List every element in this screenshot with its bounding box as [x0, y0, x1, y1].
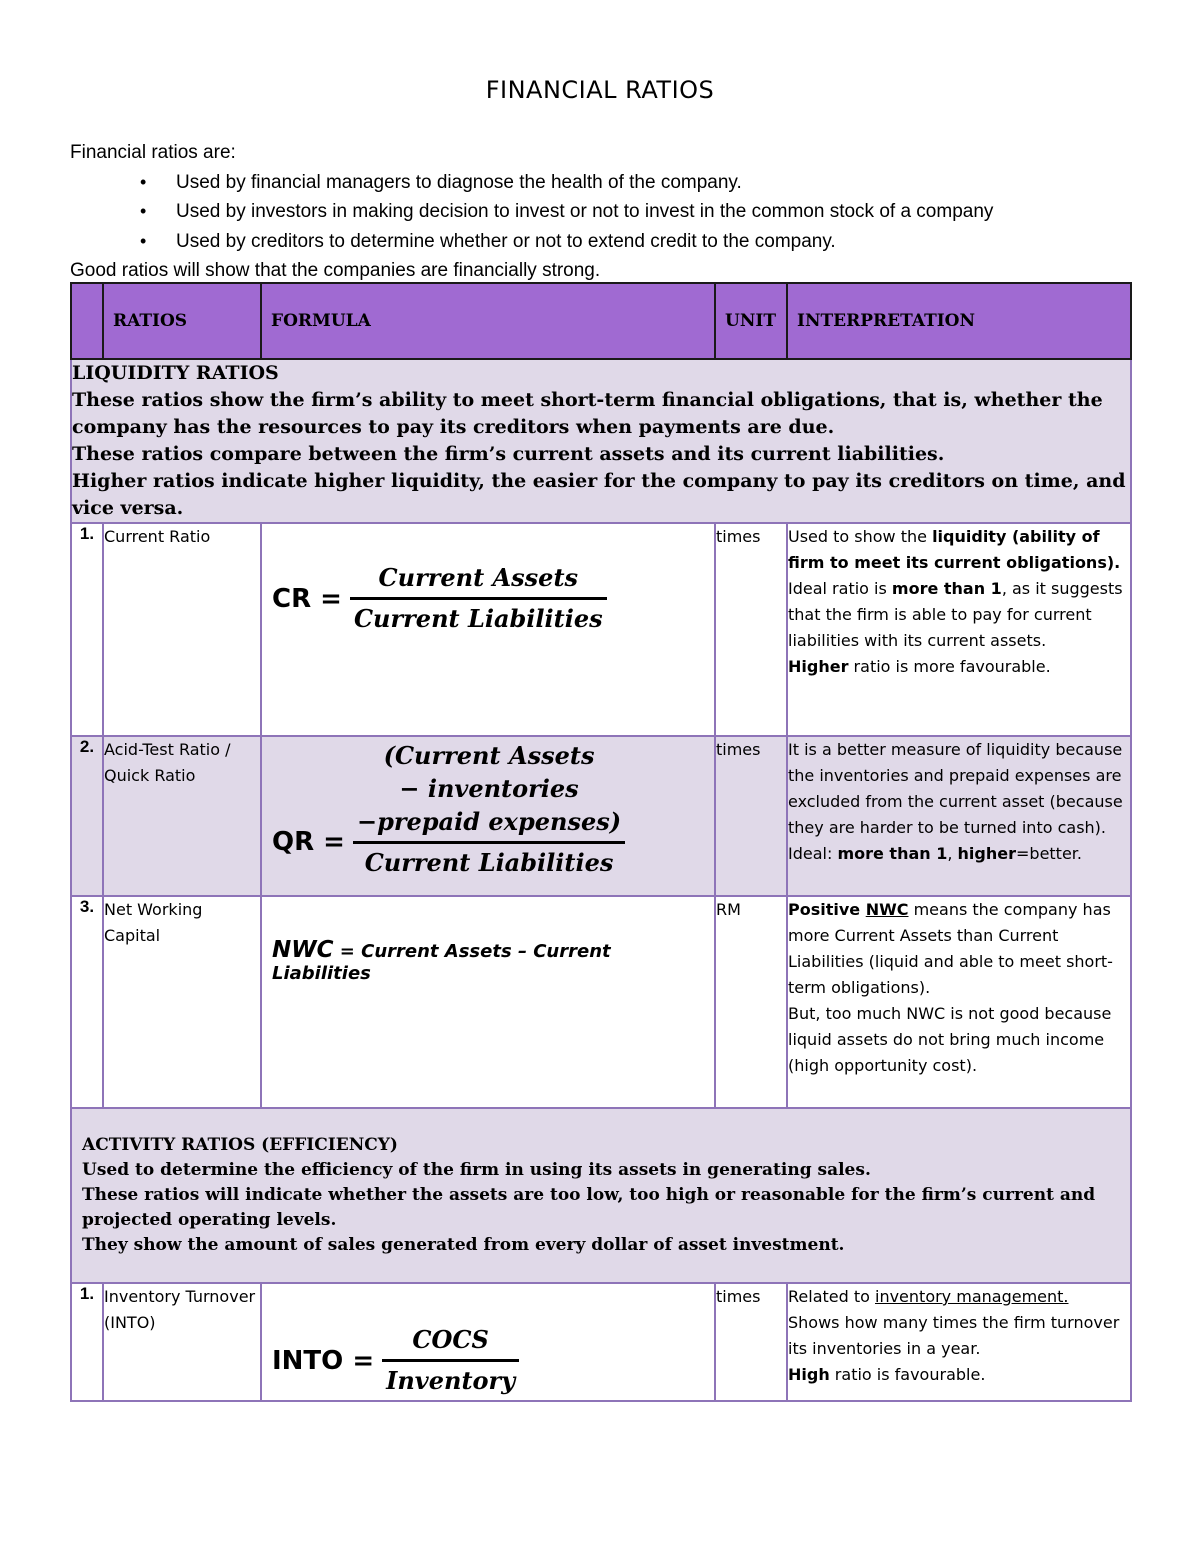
interp-bold: Higher	[788, 657, 849, 676]
interp-bold: Positive	[788, 900, 866, 919]
interp-underline: inventory management.	[875, 1287, 1069, 1306]
denominator: Current Liabilities	[353, 604, 603, 633]
interpretation	[787, 1283, 1131, 1401]
liquidity-section	[71, 359, 1131, 523]
interpretation	[787, 523, 1131, 736]
interp-bold: liquidity (ability of firm to meet its current obligations).	[788, 527, 1121, 572]
interpretation	[787, 896, 1131, 1108]
ratio-name: Acid-Test Ratio / Quick Ratio	[103, 736, 261, 896]
unit: times	[715, 736, 787, 896]
interp-text: But, too much NWC is not good because liquid assets do not bring much income (high opportunity cost).	[788, 1004, 1112, 1075]
interp-text: =better.	[1016, 844, 1082, 863]
section-line: Higher ratios indicate higher liquidity, the easier for the company to pay its creditors on time, and vice versa.	[72, 470, 1126, 519]
header-ratios: RATIOS	[103, 283, 261, 359]
interp-bold: NWC	[865, 900, 909, 919]
table-row	[71, 736, 1131, 896]
formula-lhs: CR =	[272, 583, 342, 614]
row-number: 3.	[71, 896, 103, 1108]
formula-cell	[261, 1283, 715, 1401]
unit: times	[715, 1283, 787, 1401]
interp-text: It is a better measure of liquidity because the inventories and prepaid expenses are excluded from the current asset (because they are harder to be turned into cash).	[788, 740, 1123, 837]
intro-bullets	[70, 168, 993, 257]
interp-text: Ideal:	[788, 844, 838, 863]
current-ratio-formula	[272, 562, 607, 635]
formula-cell	[261, 896, 715, 1108]
denominator: Inventory	[386, 1366, 516, 1395]
interp-bold: High	[788, 1365, 830, 1384]
formula-lhs: INTO =	[272, 1345, 375, 1376]
formula-lhs: NWC	[272, 937, 334, 963]
section-line: These ratios will indicate whether the assets are too low, too high or reasonable for the firm’s current and projected operating levels.	[82, 1185, 1096, 1230]
formula-cell	[261, 523, 715, 736]
activity-section-row	[71, 1108, 1131, 1283]
inventory-turnover-formula	[272, 1324, 519, 1397]
fraction-bar	[353, 841, 625, 844]
formula-rhs: = Current Assets – Current Liabilities	[272, 941, 611, 984]
numerator-line: − inventories	[399, 774, 579, 803]
header-unit: UNIT	[715, 283, 787, 359]
section-line: These ratios compare between the firm’s current assets and its current liabilities.	[72, 443, 945, 465]
ratios-table	[70, 282, 1132, 1402]
unit: RM	[715, 896, 787, 1108]
interp-text: ratio is favourable.	[829, 1365, 986, 1384]
header-interpretation: INTERPRETATION	[787, 283, 1131, 359]
fraction-bar	[350, 597, 607, 600]
interp-bold: more than 1	[837, 844, 948, 863]
interp-text: ratio is more favourable.	[848, 657, 1051, 676]
numerator	[353, 739, 625, 838]
ratio-name: Current Ratio	[103, 523, 261, 736]
section-line: These ratios show the firm’s ability to meet short-term financial obligations, that is, whether the company has the resources to pay its creditors when payments are due.	[72, 389, 1103, 438]
ratio-name: Inventory Turnover (INTO)	[103, 1283, 261, 1401]
section-line: They show the amount of sales generated from every dollar of asset investment.	[82, 1235, 845, 1255]
interp-bold: higher	[957, 844, 1016, 863]
interp-text: ,	[947, 844, 958, 863]
intro-bullet: • Used by financial managers to diagnose the health of the company.	[176, 168, 993, 198]
fraction	[353, 739, 625, 879]
quick-ratio-formula	[272, 739, 625, 879]
interp-text: , as it suggests that the firm is able to pay for current liabilities with its current assets.	[788, 579, 1123, 650]
table-row	[71, 1283, 1131, 1401]
section-heading: ACTIVITY RATIOS (EFFICIENCY)	[82, 1135, 398, 1155]
ratio-name: Net Working Capital	[103, 896, 261, 1108]
row-number: 1.	[71, 523, 103, 736]
intro-bullet: • Used by creditors to determine whether or not to extend credit to the company.	[176, 227, 993, 257]
fraction	[350, 562, 607, 635]
numerator: COCS	[412, 1325, 489, 1354]
denominator: Current Liabilities	[364, 848, 614, 877]
intro-bullet: • Used by investors in making decision to invest or not to invest in the common stock of a company	[176, 197, 993, 227]
header-formula: FORMULA	[261, 283, 715, 359]
table-header-row	[71, 283, 1131, 359]
fraction-bar	[382, 1359, 519, 1362]
formula-cell	[261, 736, 715, 896]
row-number: 2.	[71, 736, 103, 896]
interp-text: means the company has more Current Assets than Current Liabilities (liquid and able to meet short-term obligations).	[788, 900, 1113, 997]
intro-lead: Financial ratios are:	[70, 142, 236, 163]
interp-text: Related to	[788, 1287, 875, 1306]
liquidity-section-row	[71, 359, 1131, 523]
numerator-line: −prepaid expenses)	[356, 807, 622, 836]
interp-text: Ideal ratio is	[788, 579, 892, 598]
unit: times	[715, 523, 787, 736]
table-row	[71, 896, 1131, 1108]
header-num	[71, 283, 103, 359]
section-line: Used to determine the efficiency of the firm in using its assets in generating sales.	[82, 1160, 871, 1180]
intro-closing: Good ratios will show that the companies are financially strong.	[70, 260, 601, 281]
interp-bold: more than 1	[891, 579, 1002, 598]
activity-section	[71, 1108, 1131, 1283]
fraction	[382, 1324, 519, 1397]
interpretation	[787, 736, 1131, 896]
row-number: 1.	[71, 1283, 103, 1401]
interp-text: Used to show the	[788, 527, 933, 546]
formula-lhs: QR =	[272, 827, 345, 857]
interp-text: Shows how many times the firm turnover its inventories in a year.	[788, 1313, 1120, 1358]
table-row	[71, 523, 1131, 736]
intro	[70, 138, 993, 286]
section-heading: LIQUIDITY RATIOS	[72, 362, 279, 384]
numerator: Current Assets	[378, 563, 579, 592]
page-title: FINANCIAL RATIOS	[485, 76, 715, 104]
nwc-formula	[272, 937, 714, 984]
numerator-line: (Current Assets	[383, 741, 595, 770]
